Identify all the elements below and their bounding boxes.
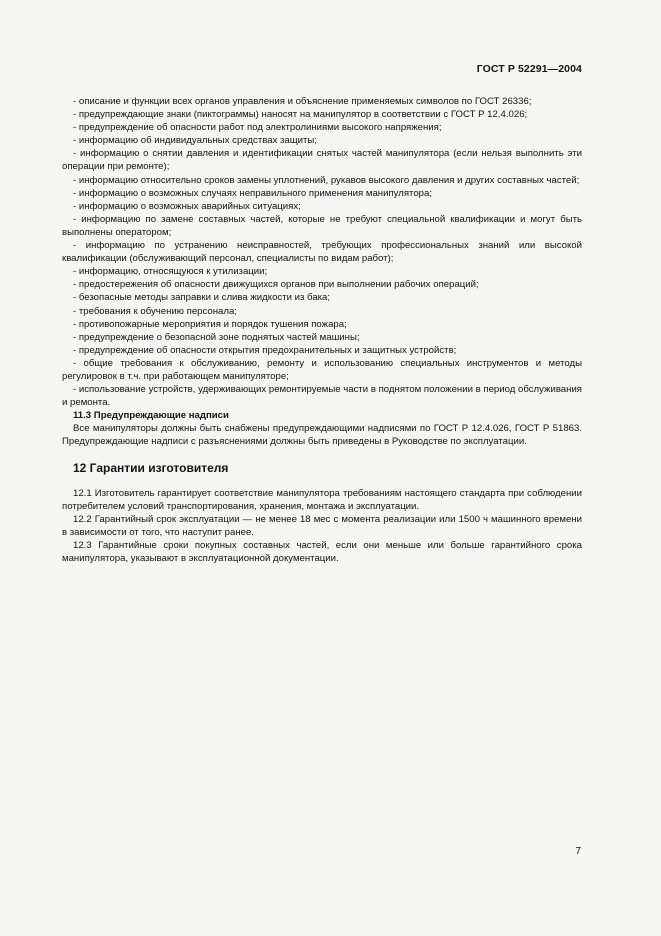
list-item: - требования к обучению персонала;: [73, 305, 237, 317]
section-paragraph: 12.3 Гарантийные сроки покупных составных частей, если они меньше или больше гарантийного срока манипулятора, указывают в эксплуатационной документации.: [62, 540, 582, 565]
section-paragraph: 12.2 Гарантийный срок эксплуатации — не менее 18 мес с момента реализации или 1500 ч машинного времени в зависимости от того, что наступит ранее.: [62, 513, 582, 538]
section-heading: 12 Гарантии изготовителя: [73, 460, 229, 475]
list-item: - информацию о возможных аварийных ситуациях;: [73, 200, 301, 212]
document-body: [62, 95, 582, 565]
list-item: - информацию о снятии давления и идентификации снятых частей манипулятора (если нельзя выполнить эти операции при ремонте);: [62, 148, 582, 173]
list-item: - безопасные методы заправки и слива жидкости из бака;: [73, 292, 331, 304]
list-item: - предупреждение об опасности работ под электролиниями высокого напряжения;: [73, 122, 442, 134]
list-item: - противопожарные мероприятия и порядок тушения пожара;: [73, 318, 347, 330]
list-item: - использование устройств, удерживающих ремонтируемые части в поднятом положении в период обслуживания и ремонта.: [62, 384, 582, 409]
section-paragraph: 12.1 Изготовитель гарантирует соответствие манипулятора требованиям настоящего стандарта при соблюдении потребителем условий транспортирования, хранения, монтажа и эксплуатации.: [62, 487, 582, 512]
list-item: - предупреждение об опасности открытия предохранительных и защитных устройств;: [73, 344, 457, 356]
list-item: - информацию относительно сроков замены уплотнений, рукавов высокого давления и других составных частей;: [73, 174, 580, 186]
list-item: - описание и функции всех органов управления и объяснение применяемых символов по ГОСТ 26336;: [73, 96, 532, 107]
list-item: - информацию об индивидуальных средствах защиты;: [73, 135, 317, 147]
requirements-list: [62, 95, 582, 409]
list-item: - предостережения об опасности движущихся органов при выполнении рабочих операций;: [73, 279, 479, 291]
standard-number-header: ГОСТ Р 52291—2004: [476, 63, 582, 75]
list-item: - предупреждающие знаки (пиктограммы) наносят на манипулятор в соответствии с ГОСТ Р 12.4.026;: [73, 109, 528, 121]
list-item: - общие требования к обслуживанию, ремонту и использованию специальных инструментов и методы регулировок в т.ч. при работающем манипуляторе;: [62, 357, 582, 382]
list-item: - информацию, относящуюся к утилизации;: [73, 266, 268, 278]
list-item: - предупреждение о безопасной зоне поднятых частей машины;: [73, 331, 360, 343]
list-item: - информацию о возможных случаях неправильного применения манипулятора;: [73, 187, 432, 199]
list-item: - информацию по устранению неисправностей, требующих профессиональных знаний или высокой квалификации (обслуживающий персонал, специалисты по видам работ);: [62, 240, 582, 265]
page-number: 7: [575, 846, 581, 857]
subsection-heading: 11.3 Предупреждающие надписи: [73, 410, 229, 422]
subsection-paragraph: Все манипуляторы должны быть снабжены предупреждающими надписями по ГОСТ Р 12.4.026, ГОСТ Р 51863. Предупреждающие надписи с разъяснениями должны быть приведены в Руководстве по эксплуатации.: [62, 423, 582, 448]
list-item: - информацию по замене составных частей, которые не требуют специальной квалификации и могут быть выполнены оператором;: [62, 213, 582, 238]
